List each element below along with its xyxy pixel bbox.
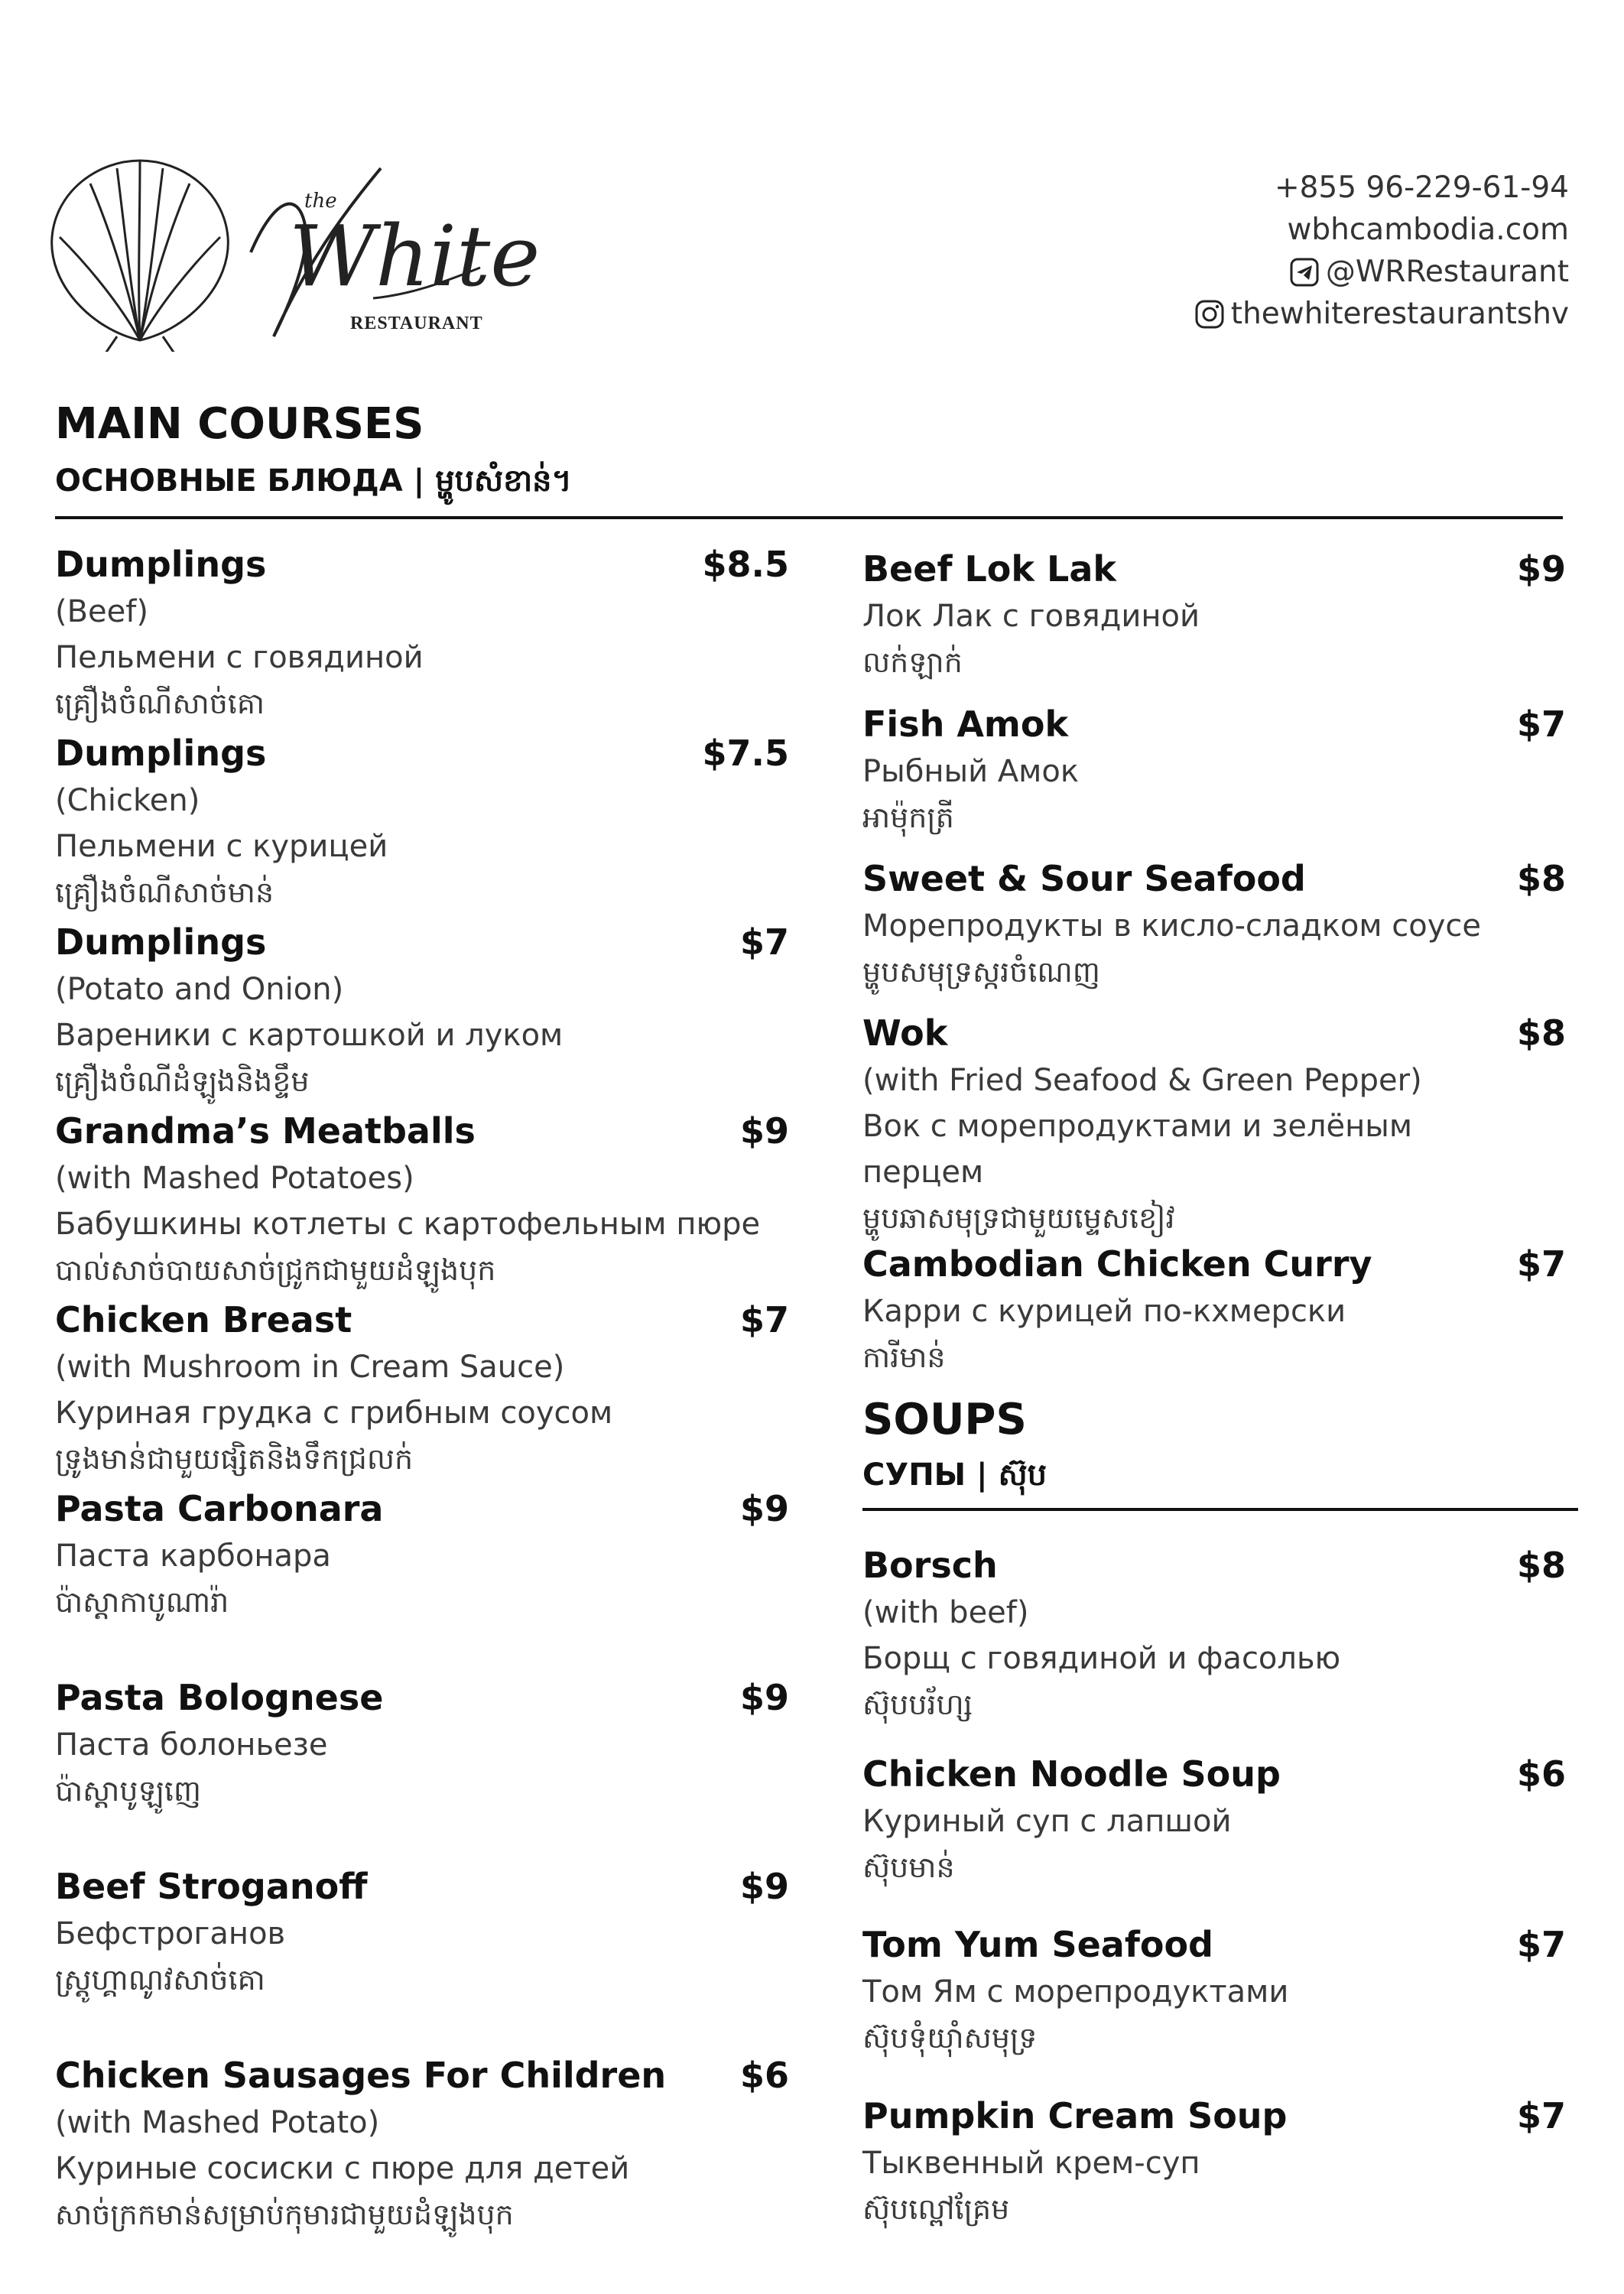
- menu-item-description: លក់ឡាក់: [862, 645, 963, 679]
- menu-item-price: $8.5: [702, 544, 789, 585]
- phone-number[interactable]: +855 96-229-61-94: [1274, 171, 1569, 205]
- menu-item-name: Grandma’s Meatballs: [55, 1110, 476, 1152]
- menu-item-description: (with Mashed Potatoes): [55, 1161, 414, 1196]
- menu-item-description: ការីមាន់: [862, 1340, 946, 1374]
- menu-item-price: $9: [739, 1866, 789, 1907]
- telegram-handle[interactable]: @WRRestaurant: [1325, 255, 1569, 289]
- menu-item-price: $7.5: [702, 733, 789, 774]
- menu-item-name: Wok: [862, 1012, 948, 1054]
- menu-item-description: ប៉ាស្តាកាបូណារ៉ា: [55, 1585, 229, 1619]
- menu-item-description: перцем: [862, 1155, 984, 1190]
- menu-item-description: Морепродукты в кисло-сладком соусе: [862, 908, 1481, 944]
- menu-item-description: (with Mushroom in Cream Sauce): [55, 1350, 565, 1385]
- menu-item-name: Chicken Breast: [55, 1299, 352, 1340]
- menu-item-price: $8: [1516, 1012, 1566, 1054]
- menu-item-description: ស៊ុបបរ័ហ្ស: [862, 1688, 973, 1721]
- menu-item-name: Pumpkin Cream Soup: [862, 2095, 1288, 2136]
- menu-item-description: Куриные сосиски с пюре для детей: [55, 2151, 630, 2186]
- menu-item-description: Борщ с говядиной и фасолью: [862, 1641, 1341, 1676]
- menu-item-description: ទ្រូងមាន់ជាមួយផ្សិតនិងទឹកជ្រលក់: [55, 1442, 414, 1476]
- menu-item-description: Куриный суп с лапшой: [862, 1804, 1232, 1839]
- menu-item-name: Pasta Bolognese: [55, 1677, 384, 1718]
- menu-item-description: ម្ហូបឆាសមុទ្រជាមួយម្ទេសខៀវ: [862, 1201, 1175, 1235]
- menu-item-price: $7: [1516, 1924, 1566, 1965]
- menu-item-description: គ្រឿងចំណីសាច់មាន់: [55, 876, 274, 909]
- menu-item-description: (with Mashed Potato): [55, 2105, 380, 2140]
- menu-item-price: $6: [1516, 1753, 1566, 1795]
- soups-subtitle: СУПЫ | ស៊ុប: [862, 1457, 1047, 1493]
- main-courses-title: MAIN COURSES: [55, 399, 424, 449]
- menu-item-description: ស្ត្រូហ្គាណូវសាច់គោ: [55, 1963, 265, 1997]
- menu-item-description: គ្រឿងចំណីសាច់គោ: [55, 687, 265, 720]
- menu-item-name: Tom Yum Seafood: [862, 1924, 1213, 1965]
- menu-item-name: Chicken Noodle Soup: [862, 1753, 1281, 1795]
- instagram-contact[interactable]: [1194, 293, 1569, 335]
- menu-item-name: Dumplings: [55, 544, 267, 585]
- menu-item-description: ស៊ុបល្ពៅគ្រែម: [862, 2192, 1010, 2226]
- menu-item-description: (Chicken): [55, 783, 200, 818]
- menu-item-price: $7: [1516, 1243, 1566, 1285]
- menu-item-price: $9: [1516, 548, 1566, 590]
- menu-item-price: $7: [1516, 703, 1566, 745]
- restaurant-logo: [44, 153, 541, 352]
- logo-white-text: White: [289, 207, 541, 305]
- menu-item-name: Borsch: [862, 1545, 998, 1586]
- menu-item-description: Вареники с картошкой и луком: [55, 1018, 564, 1053]
- menu-item-name: Cambodian Chicken Curry: [862, 1243, 1372, 1285]
- website-link[interactable]: wbhcambodia.com: [1287, 213, 1569, 247]
- menu-item-description: ស៊ុបទុំយ៉ាំសមុទ្រ: [862, 2021, 1038, 2055]
- logo-restaurant-text: RESTAURANT: [350, 314, 483, 333]
- menu-item-price: $8: [1516, 858, 1566, 899]
- menu-item-description: Бефстроганов: [55, 1916, 286, 1951]
- menu-item-description: អាម៉ុកត្រី: [862, 801, 954, 834]
- menu-item-description: Лок Лак с говядиной: [862, 599, 1200, 634]
- menu-item-description: Том Ям с морепродуктами: [862, 1974, 1289, 2010]
- telegram-contact[interactable]: [1194, 251, 1569, 293]
- menu-item-description: (Beef): [55, 594, 148, 629]
- menu-item-description: ស៊ុបមាន់: [862, 1850, 955, 1884]
- menu-item-description: Паста болоньезе: [55, 1727, 328, 1763]
- menu-item-description: (with Fried Seafood & Green Pepper): [862, 1063, 1422, 1098]
- menu-item-price: $8: [1516, 1545, 1566, 1586]
- menu-item-description: Тыквенный крем-суп: [862, 2146, 1200, 2181]
- menu-item-description: បាល់សាច់បាយសាច់ជ្រូកជាមួយដំឡូងបុក: [55, 1253, 496, 1287]
- menu-item-name: Sweet & Sour Seafood: [862, 858, 1306, 899]
- main-courses-divider: [55, 516, 1563, 519]
- menu-item-description: Карри с курицей по-кхмерски: [862, 1294, 1346, 1329]
- menu-item-description: Пельмени с курицей: [55, 829, 388, 864]
- menu-item-description: Пельмени с говядиной: [55, 640, 424, 675]
- contact-block: [1194, 167, 1569, 335]
- menu-item-description: Вок с морепродуктами и зелёным: [862, 1109, 1413, 1144]
- menu-item-price: $9: [739, 1488, 789, 1529]
- menu-item-description: Рыбный Амок: [862, 754, 1079, 789]
- menu-item-name: Beef Lok Lak: [862, 548, 1116, 590]
- menu-item-name: Chicken Sausages For Children: [55, 2055, 667, 2096]
- menu-item-name: Dumplings: [55, 921, 267, 963]
- instagram-icon: [1194, 299, 1225, 330]
- menu-item-price: $9: [739, 1677, 789, 1718]
- menu-item-name: Fish Amok: [862, 703, 1069, 745]
- menu-item-price: $7: [739, 1299, 789, 1340]
- telegram-icon: [1289, 257, 1320, 288]
- menu-item-description: ប៉ាស្តាបូឡូញេ: [55, 1774, 202, 1808]
- menu-item-price: $7: [739, 921, 789, 963]
- logo-the-text: the: [304, 190, 337, 213]
- soups-title: SOUPS: [862, 1395, 1027, 1444]
- menu-item-description: Бабушкины котлеты с картофельным пюре: [55, 1207, 761, 1242]
- menu-item-description: Паста карбонара: [55, 1539, 331, 1574]
- main-courses-subtitle: ОСНОВНЫЕ БЛЮДА | ម្ហូបសំខាន់។: [55, 463, 572, 499]
- menu-item-description: (with beef): [862, 1595, 1029, 1630]
- soups-divider: [862, 1508, 1578, 1511]
- menu-item-price: $9: [739, 1110, 789, 1152]
- menu-item-price: $6: [739, 2055, 789, 2096]
- menu-item-description: សាច់ក្រកមាន់សម្រាប់កុមារជាមួយដំឡូងបុក: [55, 2198, 514, 2231]
- menu-item-description: ម្ហូបសមុទ្រស្ករចំណេញ: [862, 955, 1100, 989]
- menu-item-description: (Potato and Onion): [55, 972, 344, 1007]
- menu-item-description: គ្រឿងចំណីដំឡូងនិងខ្ទឹម: [55, 1064, 310, 1098]
- instagram-handle[interactable]: thewhiterestaurantshv: [1230, 297, 1569, 331]
- menu-item-description: Куриная грудка с грибным соусом: [55, 1396, 613, 1431]
- menu-item-name: Dumplings: [55, 733, 267, 774]
- menu-item-name: Beef Stroganoff: [55, 1866, 368, 1907]
- menu-item-name: Pasta Carbonara: [55, 1488, 384, 1529]
- menu-item-price: $7: [1516, 2095, 1566, 2136]
